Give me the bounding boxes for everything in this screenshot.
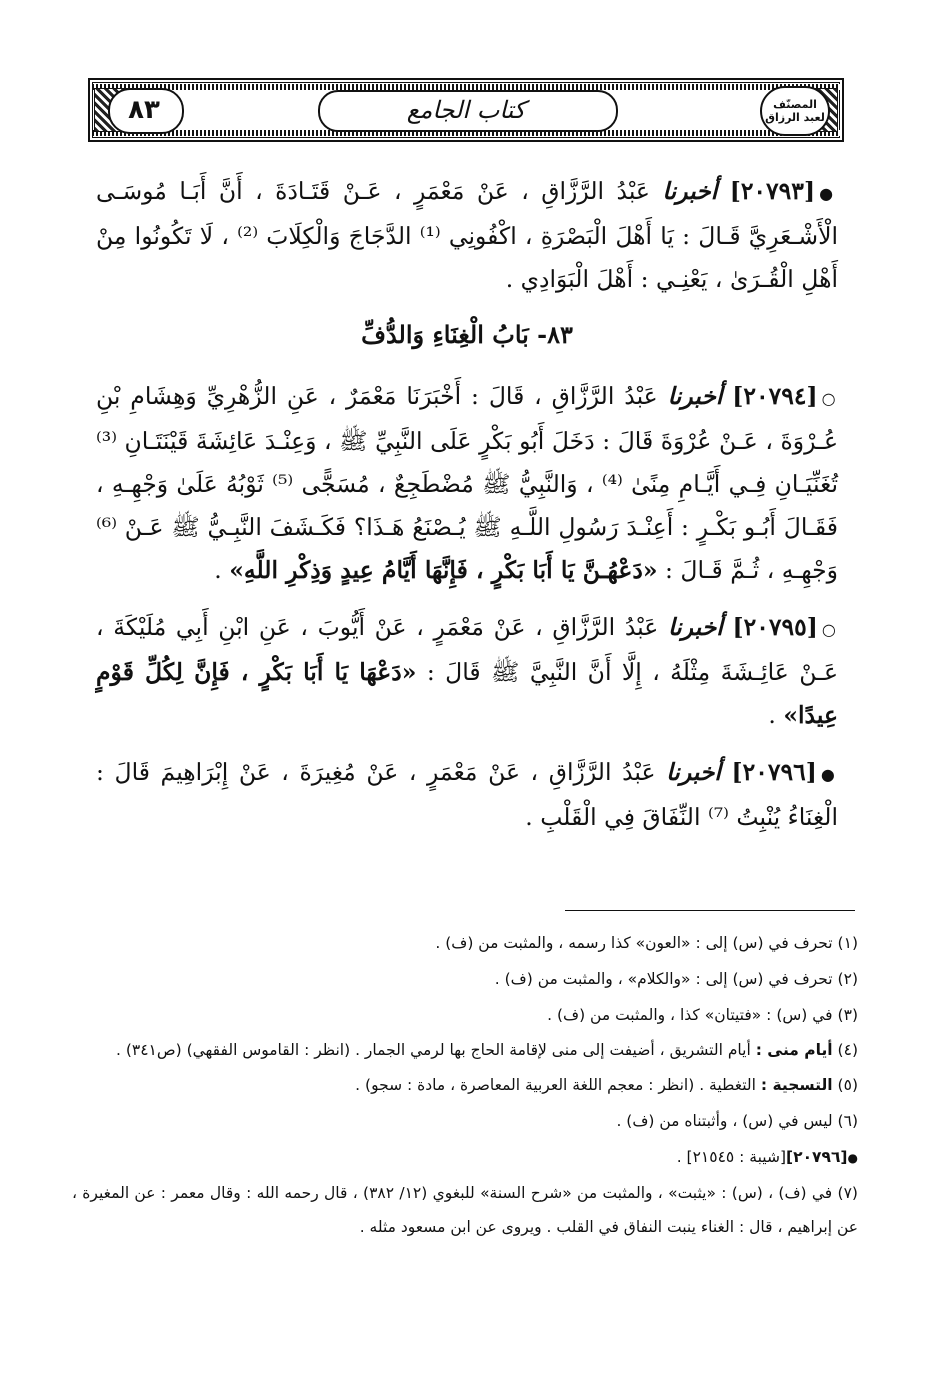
page-header: [88, 78, 844, 142]
footnote: [72, 1067, 858, 1103]
prophetic-quote: «دَعْهَا يَا أَبَا بَكْرٍ ، فَإِنَّ لِكُلِّ قَوْمٍ عِيدًا»: [96, 658, 838, 729]
chapter-heading: ٨٣- بَابُ الْغِنَاءِ وَالدُّفِّ: [361, 320, 573, 349]
footnote-text: [شيبة : ٢١٥٤٥] .: [676, 1148, 787, 1166]
footnote-text: تحرف في (س) إلى : «العون» كذا رسمه ، والمثبت من (ف) .: [435, 934, 833, 952]
footnote-number: (٥): [837, 1076, 858, 1094]
footnote: [72, 1176, 858, 1244]
footnote-text: تحرف في (س) إلى : «والكلام» ، والمثبت من (ف) .: [494, 970, 833, 988]
hadith-text: عَبْدُ الرَّزَّاقِ ، قَالَ : أَخْبَرَنَا مَعْمَرٌ ، عَنِ الزُّهْرِيِّ وَهِشَامِ بْنِ عُـرْوَةَ ، عَـنْ عُرْوَةَ قَالَ : دَخَلَ أَبُو بَكْرٍ عَلَى النَّبِيِّ ﷺ ، وَعِنْـدَ عَائِشَةَ قَيْنَتَـانِ ⁽³⁾ تُغَنِّيَـانِ فِـي أَيَّـامِ مِنًىٰ ⁽⁴⁾ ، وَالنَّبِيُّ ﷺ مُضْطَجِعٌ ، مُسَجًّى ⁽⁵⁾ ثَوْبُهُ عَلَىٰ وَجْهِـهِ ، فَقَـالَ أَبُـو بَكْـرٍ : أَعِنْـدَ رَسُولِ اللَّـهِ ﷺ يُـصْنَعُ هَـذَا؟ فَكَـشَفَ النَّبِـيُّ ﷺ عَـنْ ⁽⁶⁾ وَجْهِـهِ ، ثُـمَّ قَـالَ :: [96, 382, 838, 584]
hadith-lead: أخبرنا: [666, 758, 721, 786]
footnote: [72, 997, 858, 1033]
hadith-number: [٢٠٧٩٥]: [732, 613, 818, 641]
footnote: [72, 1139, 858, 1176]
footnote-number: (٧): [837, 1184, 858, 1202]
hadith-tail: .: [768, 701, 784, 729]
footnote-number: (١): [837, 934, 858, 952]
footnote-number: (٦): [837, 1112, 858, 1130]
hadith-number: [٢٠٧٩٣]: [729, 177, 816, 205]
main-text: [96, 170, 838, 853]
publisher-logo: [760, 86, 830, 136]
hadith-number: [٢٠٧٩٦]: [731, 758, 817, 786]
footnote-number: (٣): [837, 1006, 858, 1024]
footnote: [72, 1103, 858, 1139]
hadith-marker: ○: [821, 389, 838, 408]
footnote: [72, 925, 858, 961]
footnote-term: التسجية :: [760, 1076, 833, 1094]
footnote-separator: [565, 910, 855, 911]
footnotes: [72, 925, 858, 1244]
footnote-text: في (س) : «فتيتان» كذا ، والمثبت من (ف) .: [547, 1006, 833, 1024]
page-number: ٨٣: [128, 95, 160, 125]
footnote-number: (٤): [837, 1041, 858, 1059]
footnote-number: (٢): [837, 970, 858, 988]
footnote-text: التغطية . (انظر : معجم اللغة العربية المعاصرة ، مادة : سجو) .: [355, 1076, 761, 1094]
footnote-term: أيام منى :: [755, 1041, 833, 1059]
hadith-tail: .: [214, 556, 230, 584]
prophetic-quote: «دَعْهُـنَّ يَا أَبَا بَكْرٍ ، فَإِنَّهَا أَيَّامُ عِيدٍ وَذِكْرِ اللَّهِ»: [229, 556, 658, 584]
hadith-lead: أخبرنا: [667, 613, 723, 641]
footnote-bullet: ●: [847, 1151, 858, 1165]
hadith-paragraph: [96, 375, 838, 592]
footnote-text: ليس في (س) ، وأثبتناه من (ف) .: [616, 1112, 833, 1130]
hadith-lead: أخبرنا: [667, 382, 723, 410]
footnote-text: أيام التشريق ، أضيفت إلى منى لإقامة الحاج بها لرمي الجمار . (انظر : القاموس الفقهي) (ص٣٤١) .: [115, 1041, 756, 1059]
hadith-number: [٢٠٧٩٤]: [732, 382, 818, 410]
hadith-marker: ○: [821, 620, 838, 639]
hadith-text: عَبْدُ الرَّزَّاقِ ، عَنْ مَعْمَرٍ ، عَنْ مُغِيرَةَ ، عَنْ إِبْرَاهِيمَ قَالَ : الْغِنَاءُ يُنْبِتُ ⁽⁷⁾ النِّفَاقَ فِي الْقَلْبِ .: [96, 758, 838, 831]
hadith-text: عَبْدُ الرَّزَّاقِ ، عَنْ مَعْمَرٍ ، عَـنْ قَتَـادَةَ ، أَنَّ أَبَـا مُوسَـى الْأَشْـعَرِيَّ قَـالَ : يَا أَهْلَ الْبَصْرَةِ ، اكْفُونِي ⁽¹⁾ الدَّجَاجَ وَالْكِلَابَ ⁽²⁾ ، لَا تَكُونُوا مِنْ أَهْلِ الْقُـرَىٰ ، يَعْنِـي : أَهْلَ الْبَوَادِي .: [96, 177, 839, 293]
hadith-paragraph: [96, 170, 838, 301]
logo-line-1: المصنّف: [773, 98, 817, 111]
footnote-text: في (ف) ، (س) : «يثبت» ، والمثبت من «شرح السنة» للبغوي (١٢/ ٣٨٢) ، قال رحمه الله : وقال معمر : عن المغيرة ، عن إبراهيم ، قال : الغناء ينبت النفاق في القلب . ويروى عن ابن مسعود مثله .: [72, 1184, 858, 1236]
footnote-term: [٢٠٧٩٦]: [786, 1148, 848, 1166]
footnote: [72, 961, 858, 997]
footnote: [72, 1033, 858, 1067]
logo-line-2: لعبد الرزاق: [765, 111, 825, 124]
hadith-marker: ●: [820, 765, 838, 784]
hadith-paragraph: [96, 751, 838, 839]
hadith-text: عَبْدُ الرَّزَّاقِ ، عَنْ مَعْمَرٍ ، عَنْ أَيُّوبَ ، عَنِ ابْنِ أَبِي مُلَيْكَةَ ، عَـنْ عَائِـشَةَ مِثْلَهُ ، إِلَّا أَنَّ النَّبِيَّ ﷺ قَالَ :: [96, 613, 838, 686]
hadith-lead: أخبرنا: [662, 177, 718, 205]
hadith-marker: ●: [819, 184, 838, 203]
book-title: كتاب الجامع: [406, 96, 526, 124]
hadith-paragraph: [96, 606, 838, 737]
